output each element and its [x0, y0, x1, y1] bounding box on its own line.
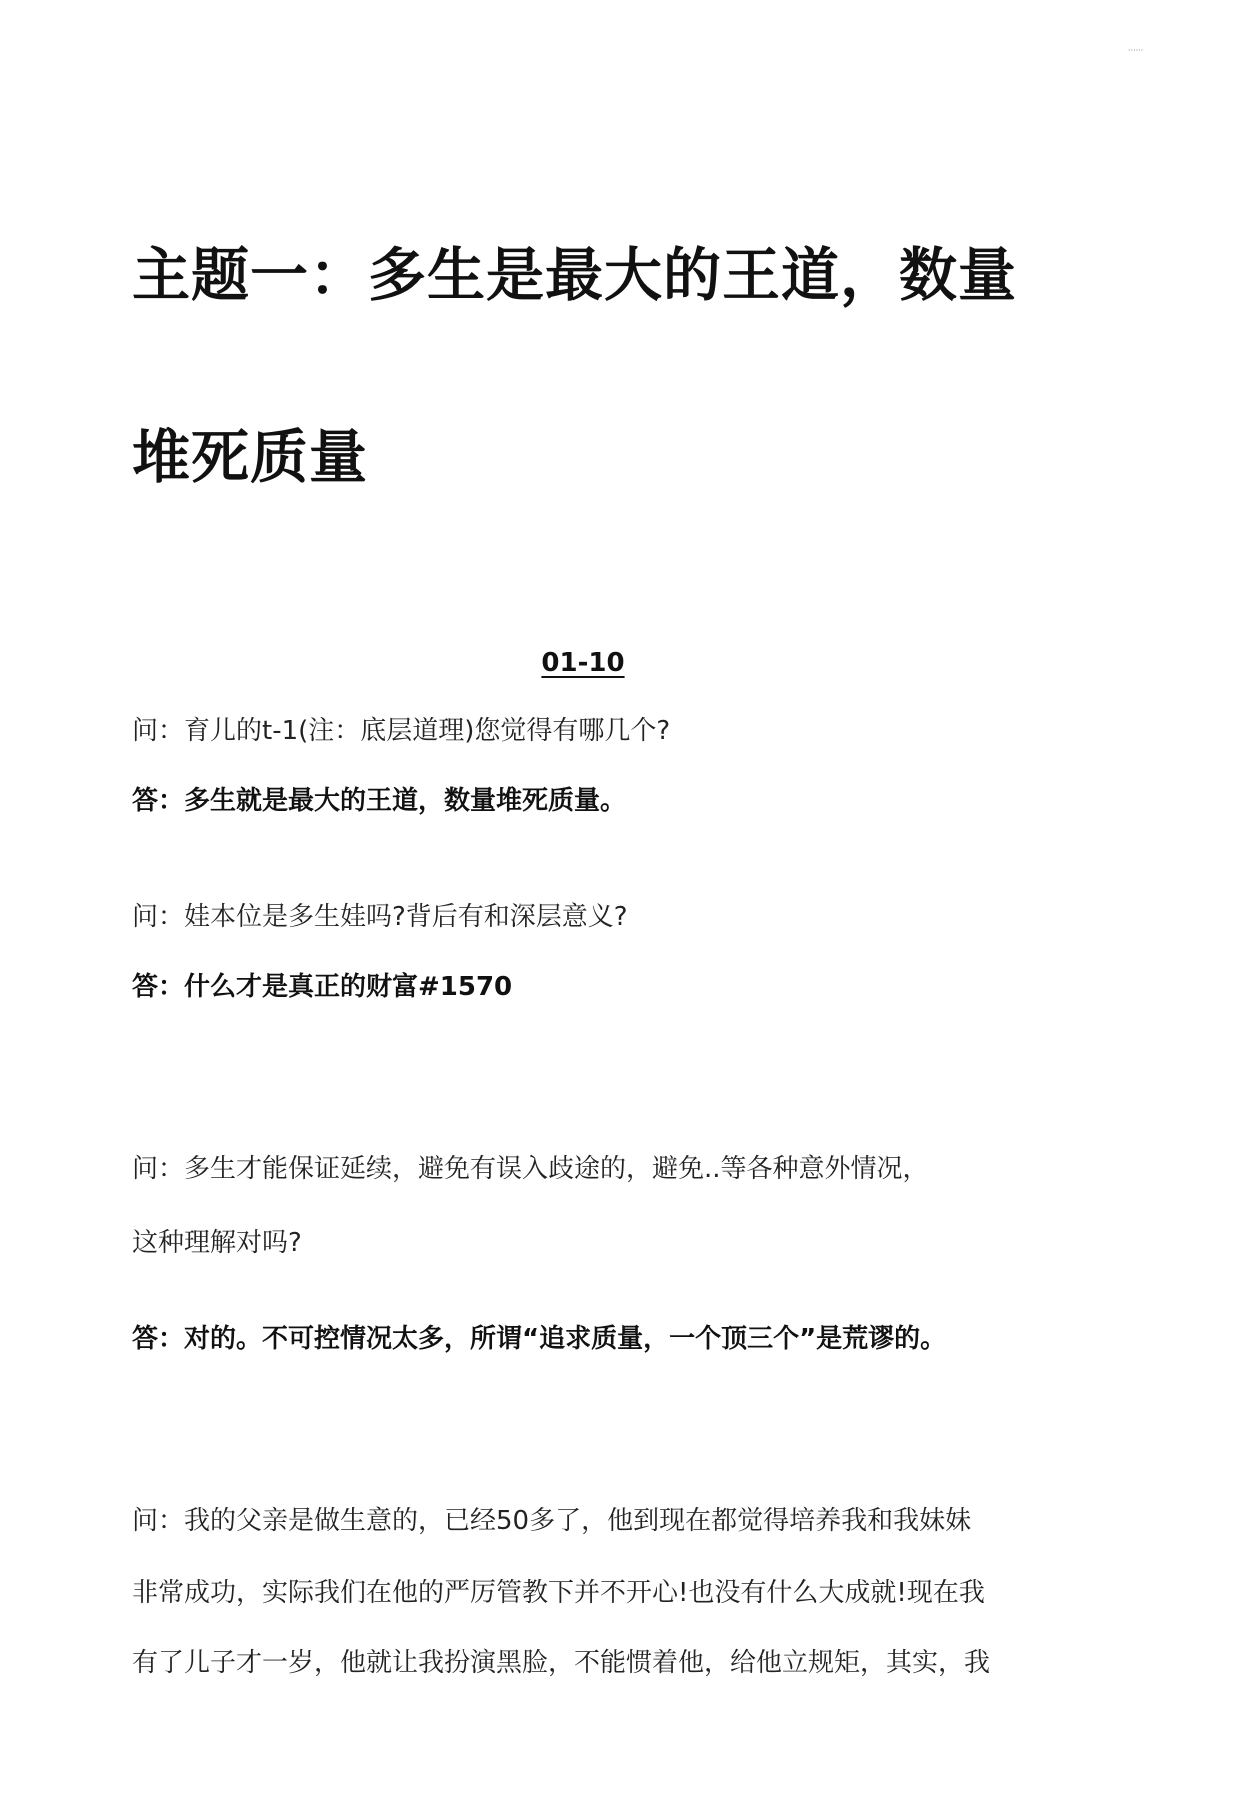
section-heading: 01-10	[541, 648, 625, 678]
answer-2-line-1: 答：什么才是真正的财富#1570	[132, 972, 513, 1002]
answer-3-line-1: 答：对的。不可控情况太多，所谓“追求质量，一个顶三个”是荒谬的。	[132, 1324, 947, 1354]
answer-1-line-1: 答：多生就是最大的王道，数量堆死质量。	[132, 786, 627, 816]
page-corner-mark: ······	[1128, 46, 1144, 55]
question-3-line-1: 问：多生才能保证延续，避免有误入歧途的，避免..等各种意外情况，	[132, 1154, 929, 1184]
question-4-line-1: 问：我的父亲是做生意的，已经50多了，他到现在都觉得培养我和我妹妹	[132, 1506, 972, 1536]
document-title-line-2: 堆死质量	[132, 423, 369, 491]
document-title-line-1: 主题一：多生是最大的王道，数量	[132, 241, 1018, 309]
question-3-line-2: 这种理解对吗?	[132, 1228, 302, 1258]
question-2-line-1: 问：娃本位是多生娃吗?背后有和深层意义?	[132, 902, 628, 932]
question-1-line-1: 问：育儿的t-1(注：底层道理)您觉得有哪几个?	[132, 716, 671, 746]
question-4-line-3: 有了儿子才一岁，他就让我扮演黑脸，不能惯着他，给他立规矩，其实，我	[132, 1648, 991, 1678]
question-4-line-2: 非常成功，实际我们在他的严厉管教下并不开心!也没有什么大成就!现在我	[132, 1578, 985, 1608]
